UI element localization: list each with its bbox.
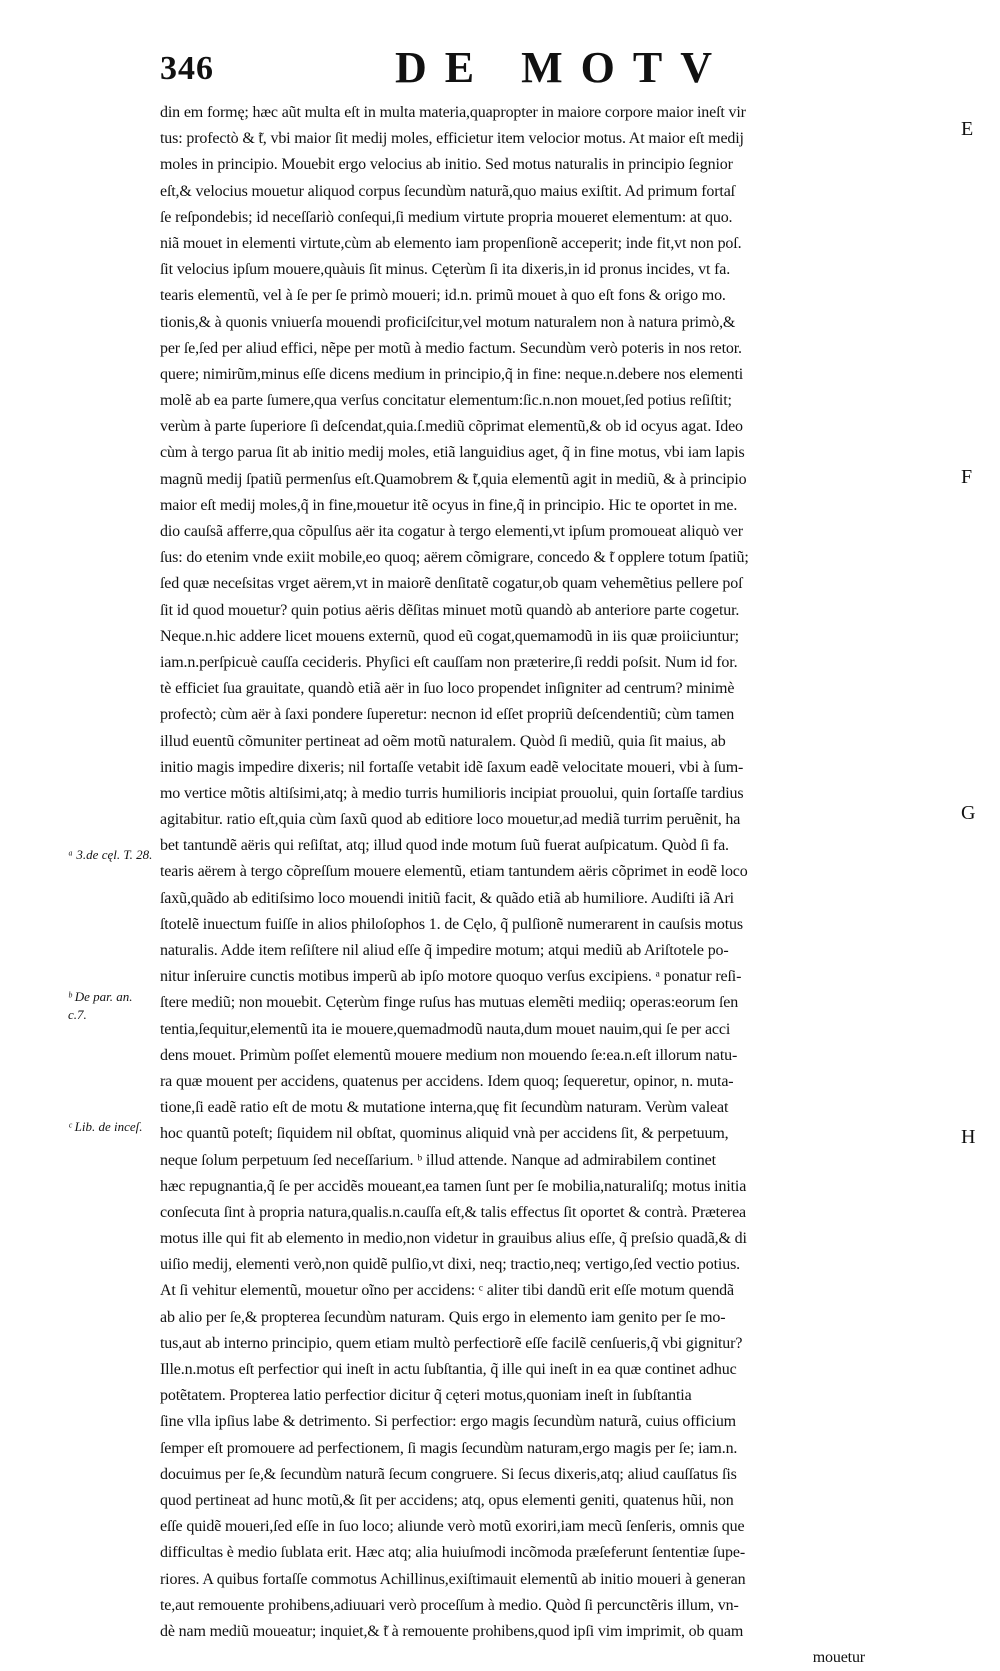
text-line: maior eſt medij moles,q̃ in fine,mouetur itẽ ocyus in fine,q̃ in principio. Hic te oportet in me. <box>160 496 738 514</box>
running-title: DE MOTV <box>395 43 730 92</box>
text-line: tus,aut ab interno principio, quem etiam multò perfectiorẽ eſſe facilẽ cenſueris,q̃ vbi gignitur? <box>160 1334 743 1352</box>
text-line: nitur inſeruire cunctis motibus imperũ ab ipſo motore quoquo verſus excipiens. ᵃ ponatur reſi- <box>160 968 742 986</box>
text-line: verùm à parte ſuperiore ſi deſcendat,quia.ſ.mediũ cõprimat elementũ,& ob id ocyus agat. Ideo <box>160 418 743 436</box>
text-line: uiſio medij, elementi verò,non quidẽ pulſio,vt dixi, neq; tractio,neq; vertigo,ſed vectio potius. <box>160 1256 740 1274</box>
text-line: bet tantundẽ aëris qui reſiſtat, atq; illud quod inde motum ſuũ fuerat auſpicatum. Quòd ſi fa. <box>160 837 729 855</box>
margin-note-b: ᵇ De par. an. c.7. <box>68 989 133 1022</box>
text-line: hæc repugnantia,q̃ ſe per accidẽs moueant,ea tamen ſunt per ſe mobilia,naturaliſq; motus initia <box>160 1177 747 1195</box>
text-line: moles in principio. Mouebit ergo velocius ab initio. Sed motus naturalis in principio ſegnior <box>160 156 733 174</box>
text-line: te,aut remouente prohibens,adiuuari verò proceſſum à medio. Quòd ſi percunctẽris illum, vn- <box>160 1596 739 1614</box>
text-line: niã mouet in elementi virtute,cùm ab elemento iam propenſionẽ acceperit; inde fit,vt non poſ. <box>160 234 742 252</box>
text-line: ſe reſpondebis; id neceſſariò conſequi,ſi medium virtute propria moueret elementum: at quo. <box>160 208 733 226</box>
text-line: quere; nimirũm,minus eſſe dicens medium in principio,q̃ in fine: neque.n.debere nos elementi <box>160 365 744 383</box>
text-line: eſt,& velocius mouetur aliquod corpus ſecundùm naturã,quo maius exiſtit. Ad primum fortaſ <box>160 182 735 200</box>
main-text-block <box>160 100 950 1671</box>
text-line: difficultas è medio ſublata erit. Hæc atq; alia huiuſmodi incõmoda præſeferunt ſententiæ ſupe- <box>160 1544 746 1562</box>
text-line: din em formę; hæc aũt multa eſt in multa materia,quapropter in maiore corpore maior ineſt vir <box>160 104 746 121</box>
text-line: Ille.n.motus eſt perfectior qui ineſt in actu ſubſtantia, q̃ ille qui ineſt in ea quæ continet adhuc <box>160 1361 737 1378</box>
text-line: per ſe,ſed per aliud effici, nẽpe per motũ à medio factum. Secundùm verò poteris in nos retor. <box>160 339 742 357</box>
margin-note-a: ᵃ 3.de cęl. T. 28. <box>68 847 153 862</box>
section-letter-h: H <box>961 1126 976 1148</box>
text-line: agitabitur. ratio eſt,quia cùm ſaxũ quod ab editiore loco mouetur,ad mediã turrim peruẽnit, ha <box>160 811 741 829</box>
section-letter-e: E <box>961 118 974 140</box>
text-line: ra quæ mouent per accidens, quatenus per accidens. Idem quoq; ſequeretur, opinor, n. muta- <box>160 1072 734 1090</box>
section-letter-f: F <box>961 466 973 488</box>
text-line: tè efficiet ſua grauitate, quandò etiã aër in ſuo loco propendet inſigniter ad centrum? minimè <box>160 680 735 698</box>
section-letter-g: G <box>961 802 976 824</box>
text-line: tione,ſi eadẽ ratio eſt de motu & mutatione interna,quę fit ſecundùm naturam. Verùm valeat <box>160 1099 729 1117</box>
text-line: ſit id quod mouetur? quin potius aëris dẽſitas minuet motũ quandò ab anteriore parte cogetur. <box>160 601 740 619</box>
text-line: ſit velocius ipſum mouere,quàuis ſit minus. Cęterùm ſi ita dixeris,in id pronus incides, vt fa. <box>160 261 731 279</box>
text-line: neque ſolum perpetuum ſed neceſſarium. ᵇ illud attende. Nanque ad admirabilem continet <box>160 1151 716 1169</box>
text-line: ſemper eſt promouere ad perfectionem, ſi magis ſecundùm naturam,ergo magis per ſe; iam.n. <box>160 1439 738 1457</box>
text-line: magnũ medij ſpatiũ permenſus eſt.Quamobrem & ̃t,quia elementũ agit in mediũ, & à principio <box>160 470 747 488</box>
text-line: eſſe quidẽ moueri,ſed eſſe in ſuo loco; aliunde verò motũ exoriri,iam mecũ ſenſeris, omnis que <box>160 1518 745 1536</box>
text-line: ſtotelẽ inuectum fuiſſe in alios philoſophos 1. de Cęlo, q̃ pulſionẽ numerarent in cauſsis motus <box>160 915 743 933</box>
text-line: ſed quæ neceſsitas vrget aërem,vt in maiorẽ denſitatẽ cogatur,ob quam vehemẽtius pellere poſ <box>160 575 743 593</box>
text-line: ſus: do etenim vnde exiit mobile,eo quoq; aërem cõmigrare, concedo & ̃t opplere totum ſpatiũ; <box>160 549 749 567</box>
text-line: ſaxũ,quãdo ab editiſsimo loco mouendi initiũ facit, & quãdo etiã ab humiliore. Audiſti iã Ari <box>160 889 734 907</box>
text-line: mo vertice mõtis altiſsimi,atq; à medio turris humilioris incipiat prouolui, quin ſortaſſe tardius <box>160 784 744 802</box>
text-line: profectò; cùm aër à ſaxi pondere ſuperetur: necnon id eſſet propriũ deſcendentiũ; cùm tamen <box>160 706 735 724</box>
text-line: initio magis impedire dixeris; nil fortaſſe vetabit idẽ ſaxum eadẽ velocitate moueri, vbi à ſum- <box>160 758 744 776</box>
text-line: docuimus per ſe,& ſecundùm naturã ſecum congruere. Si ſecus dixeris,atq; aliud cauſſatus ſis <box>160 1465 737 1483</box>
text-line: dens mouet. Primùm poſſet elementũ mouere medium non mouendo ſe:ea.n.eſt illorum natu- <box>160 1046 738 1064</box>
text-line: tionis,& à quonis vniuerſa mouendi proficiſcitur,vel motum naturalem non à natura primò,& <box>160 313 736 331</box>
text-line: illud euentũ cõmuniter pertineat ad oẽm motũ naturalem. Quòd ſi mediũ, quia ſit maius, ab <box>160 732 726 750</box>
text-line: potẽtatem. Propterea latio perfectior dicitur q̃ cęteri motus,quoniam ineſt in ſubſtantia <box>160 1387 692 1405</box>
text-line: cùm à tergo parua ſit ab initio medij moles, etiã languidius aget, q̃ in fine motus, vbi iam lapis <box>160 444 745 462</box>
text-line: Neque.n.hic addere licet mouens externũ, quod eũ cogat,quemamodũ in iis quæ proiiciuntur; <box>160 627 739 645</box>
text-line: dio cauſsã afferre,qua cõpulſus aër ita cogatur à tergo elementi,vt ipſum promoueat aliquò ver <box>160 523 743 540</box>
text-line: tentia,ſequitur,elementũ ita ie mouere,quemadmodũ nauta,dum mouet nauim,qui ſe per acci <box>160 1020 731 1038</box>
margin-note-c: ᶜ Lib. de inceſ. <box>68 1119 143 1134</box>
text-line: quod pertineat ad hunc motũ,& ſit per accidens; atq, opus elementi geniti, quatenus hũi, non <box>160 1491 734 1509</box>
text-line: ſtere mediũ; non mouebit. Cęterùm finge ruſus has mutuas elemẽti mediiq; operas:eorum ſen <box>160 994 739 1012</box>
text-line: naturalis. Adde item reſiſtere nil aliud eſſe q̃ impedire motum; atqui mediũ ab Ariſtotele po- <box>160 942 729 959</box>
text-line: iam.n.perſpicuè cauſſa cecideris. Phyſici eſt cauſſam non præterire,ſi reddi poſsit. Num id for. <box>160 653 738 671</box>
text-line: riores. A quibus fortaſſe commotus Achillinus,exiſtimauit elementũ ab initio moueri à generan <box>160 1570 746 1588</box>
text-line: molẽ ab ea parte ſumere,qua verſus concitatur elementum:ſic.n.non mouet,ſed potius reſiſtit; <box>160 392 732 410</box>
text-line: tearis elementũ, vel à ſe per ſe primò moueri; id.n. primũ mouet à quo eſt fons & origo mo. <box>160 287 726 305</box>
text-line: mouetur <box>812 1649 865 1667</box>
text-line: At ſi vehitur elementũ, mouetur oĩno per accidens: ᶜ aliter tibi dandũ erit eſſe motum quendã <box>160 1282 734 1300</box>
text-line: conſecuta ſint à propria natura,qualis.n.cauſſa eſt,& talis effectus ſit oportet & contrà. Præterea <box>160 1203 746 1221</box>
page-number: 346 <box>160 50 214 87</box>
text-line: ſine vlla ipſius labe & detrimento. Si perfectior: ergo magis ſecundùm naturã, cuius officium <box>160 1413 736 1431</box>
text-line: tearis aërem à tergo cõpreſſum mouere elementũ, etiam tantundem aëris cõprimet in eodẽ loco <box>160 863 748 881</box>
text-line: motus ille qui fit ab elemento in medio,non videtur in grauibus alius eſſe, q̃ preſsio quadã,& di <box>160 1230 747 1248</box>
text-line: dè nam mediũ moueatur; inquiet,& ̃t à remouente prohibens,quod ipſi vim imprimit, ob quam <box>160 1622 744 1640</box>
text-line: ab alio per ſe,& propterea ſecundùm naturam. Quis ergo in elemento iam genito per ſe mo- <box>160 1308 726 1326</box>
text-line: hoc quantũ poteſt; ſiquidem nil obſtat, quominus aliquid vnà per accidens ſit, & perpetuum, <box>160 1125 729 1143</box>
text-line: tus: profectò & ̃t, vbi maior ſit medij moles, efficietur item velocior motus. At maior eſt medij <box>160 130 744 148</box>
